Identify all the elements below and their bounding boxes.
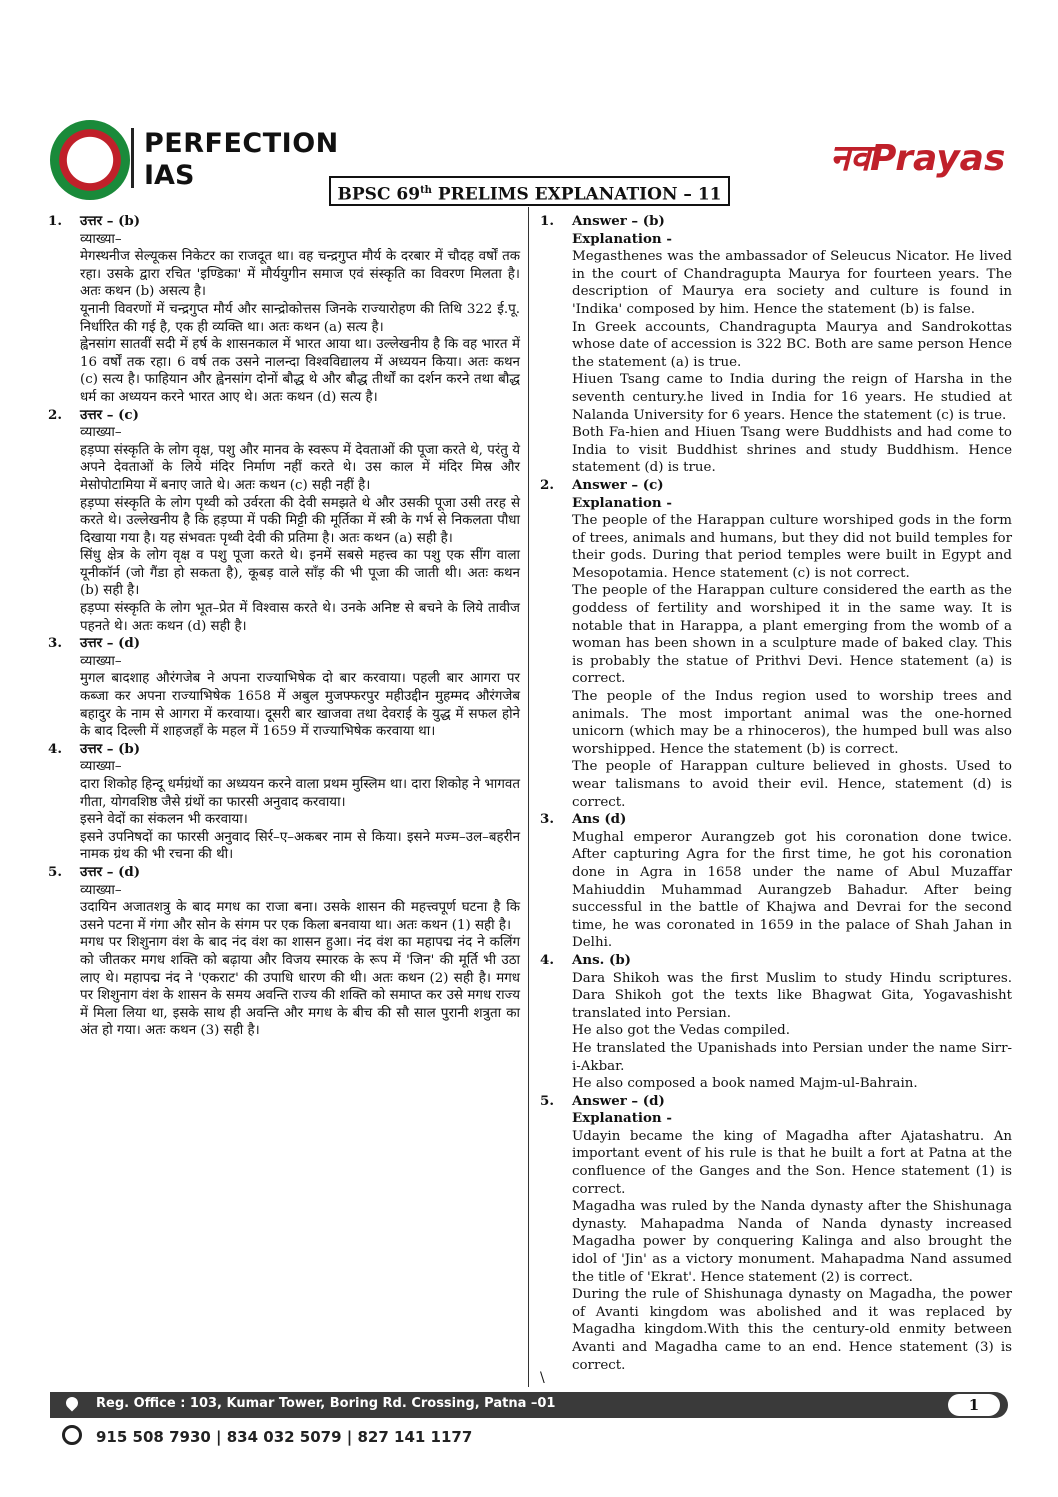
stray-mark: \ xyxy=(540,1370,545,1386)
logo-part-prayas: Prayas xyxy=(870,138,1006,179)
question-block xyxy=(540,477,1012,811)
brand-name-line1: PERFECTION xyxy=(144,128,339,159)
explanation-paragraph: ह्वेनसांग सातवीं सदी में हर्ष के शासनकाल में भारत आया था। उल्लेखनीय है कि वह भारत में 16 वर्षों तक रहा। 6 वर्ष तक उसने नालन्दा विश्वविद्यालय में अध्ययन किया। अतः कथन (c) सत्य है। फाहियान और ह्वेनसांग दोनों बौद्ध थे और बौद्ध तीर्थों का दर्शन करने तथा बौद्ध धर्म का अध्ययन करने भारत आए थे। अतः कथन (d) सत्य है। xyxy=(80,337,520,405)
question-explanation xyxy=(572,477,1012,811)
explanation-paragraph: He translated the Upanishads into Persian under the name Sirr-i-Akbar. xyxy=(572,1040,1012,1074)
column-divider xyxy=(528,207,529,1387)
brand-name-line2: IAS xyxy=(144,160,195,191)
explanation-label: व्याख्या– xyxy=(80,759,122,775)
explanation-label: व्याख्या– xyxy=(80,425,122,441)
question-explanation xyxy=(80,407,520,636)
question-number: 5. xyxy=(48,863,62,880)
logo-divider xyxy=(131,128,134,188)
answer-line: उत्तर – (b) xyxy=(80,740,141,757)
explanation-paragraph: उदायिन अजातशत्रु के बाद मगध का राजा बना। उसके शासन की महत्त्वपूर्ण घटना है कि उसने पटना में गंगा और सोन के संगम पर एक किला बनवाया था। अतः कथन (1) सही है। xyxy=(80,900,520,933)
explanation-paragraph: Mughal emperor Aurangzeb got his coronation done twice. After capturing Agra for the first time, he got his coronation done in Agra in 1658 under the name of Abul Muzaffar Mahiuddin Muhammad Aurangzeb Bahadur. After being successful in the battle of Khajwa and Devrai for the second time, he was coronated in 1659 in the palace of Shah Jahan in Delhi. xyxy=(572,829,1012,951)
title-main: BPSC 69 xyxy=(337,184,421,205)
question-explanation xyxy=(80,635,520,741)
explanation-paragraph: The people of the Harappan culture worshiped gods in the form of trees, animals and humans, but they did not build temples for their gods. During that period temples were built in Egypt and Mesopotamia. Hence statement (c) is not correct. xyxy=(572,513,1012,581)
question-block xyxy=(540,811,1012,952)
explanation-paragraph: दारा शिकोह हिन्दू धर्मग्रंथों का अध्ययन करने वाला प्रथम मुस्लिम था। दारा शिकोह ने भागवत गीता, योगवशिष्ठ जैसे ग्रंथों का फारसी अनुवाद करवाया। xyxy=(80,777,520,810)
explanation-paragraph: The people of the Harappan culture considered the earth as the goddess of fertility and worshiped it in the same way. It is notable that in Harappa, a plant emerging from the womb of a woman has been shown in a sculpture made of baked clay. This is probably the statue of Prithvi Devi. Hence statement (a) is correct. xyxy=(572,583,1012,687)
page-header xyxy=(0,0,1058,210)
question-number: 3. xyxy=(540,811,554,828)
answer-line: Answer – (b) xyxy=(572,213,665,229)
question-number: 3. xyxy=(48,635,62,652)
question-explanation xyxy=(80,741,520,864)
phone-list: 915 508 7930 | 834 032 5079 | 827 141 1177 xyxy=(96,1428,473,1446)
question-block xyxy=(48,864,520,1040)
explanation-paragraph: यूनानी विवरणों में चन्द्रगुप्त मौर्य और सान्द्रोकोत्तस जिनके राज्यारोहण की तिथि 322 ई.पू. निर्धारित की गई है, एक ही व्यक्ति था। अतः कथन (a) सत्य है। xyxy=(80,301,520,335)
explanation-paragraph: He also got the Vedas compiled. xyxy=(572,1023,790,1039)
question-number: 4. xyxy=(48,740,62,757)
hindi-column xyxy=(48,213,520,1040)
question-explanation xyxy=(572,213,1012,477)
explanation-paragraph: सिंधु क्षेत्र के लोग वृक्ष व पशु पूजा करते थे। इनमें सबसे महत्त्व का पशु एक सींग वाला यूनीकॉर्न (जो गैंडा हो सकता है), कूबड़ वाले साँड़ की भी पूजा की जाती थी। अतः कथन (b) सही है। xyxy=(80,548,520,599)
question-block xyxy=(48,407,520,636)
navprayas-logo xyxy=(830,132,1005,181)
page-number: 1 xyxy=(948,1394,1000,1416)
phone-numbers xyxy=(62,1425,472,1446)
answer-line: उत्तर – (b) xyxy=(80,213,141,229)
question-explanation xyxy=(80,213,520,407)
explanation-paragraph: Megasthenes was the ambassador of Seleucus Nicator. He lived in the court of Chandragupta Maurya for fourteen years. The description of Maurya era society and culture is found in 'Indika' composed by him. Hence the statement (b) is false. xyxy=(572,249,1012,317)
explanation-label: Explanation - xyxy=(572,1110,672,1127)
explanation-paragraph: The people of Harappan culture believed in ghosts. Used to wear talismans to avoid their evil. Hence, statement (d) is correct. xyxy=(572,759,1012,810)
question-explanation xyxy=(572,1093,1012,1375)
explanation-paragraph: इसने उपनिषदों का फारसी अनुवाद सिर्र–ए–अकबर नाम से किया। इसने मज्म–उल–बहरीन नामक ग्रंथ की भी रचना की थी। xyxy=(80,829,520,863)
footer-bar xyxy=(50,1392,1008,1418)
answer-line: Answer – (c) xyxy=(572,476,664,493)
phone-icon xyxy=(62,1425,82,1445)
question-block xyxy=(48,635,520,741)
explanation-paragraph: हड़प्पा संस्कृति के लोग पृथ्वी को उर्वरता की देवी समझते थे और उसकी पूजा उसी तरह से करते थे। उल्लेखनीय है कि हड़प्पा में पकी मिट्टी की मूर्तिका में स्त्री के गर्भ से निकलता पौधा दिखाया गया है। यह संभवतः पृथ्वी देवी की प्रतिमा है। अतः कथन (a) सही है। xyxy=(80,495,520,546)
explanation-paragraph: He also composed a book named Majm-ul-Bahrain. xyxy=(572,1076,918,1092)
title-rest: PRELIMS EXPLANATION – 11 xyxy=(431,184,722,205)
explanation-paragraph: The people of the Indus region used to worship trees and animals. The most important animal was the one-horned unicorn (which may be a rhinoceros), the humped bull was also worshipped. Hence the statement (b) is correct. xyxy=(572,689,1012,757)
question-number: 1. xyxy=(48,213,62,229)
page-title xyxy=(329,176,730,206)
question-block xyxy=(48,213,520,407)
explanation-paragraph: Udayin became the king of Magadha after Ajatashatru. An important event of his rule is that he built a fort at Patna at the confluence of the Ganges and the Son. Hence statement (1) is correct. xyxy=(572,1128,1012,1197)
location-pin-icon xyxy=(64,1395,81,1412)
explanation-paragraph: Magadha was ruled by the Nanda dynasty after the Shishunaga dynasty. Mahapadma Nanda of Nanda dynasty increased Magadha power by conquering Kalinga and also brought the idol of 'Jin' as a victory monument. Mahapadma Nand assumed the title of 'Ekrat'. Hence statement (2) is correct. xyxy=(572,1199,1012,1285)
explanation-paragraph: मुगल बादशाह औरंगजेब ने अपना राज्याभिषेक दो बार करवाया। पहली बार आगरा पर कब्जा कर अपना राज्याभिषेक 1658 में अबुल मुजफ्फरपुर महीउद्दीन मुहम्मद औरंगजेब बहादुर के नाम से आगरा में करवाया। दूसरी बार खाजवा तथा देवराई के युद्ध में सफल होने के बाद दिल्ली में शाहजहाँ के महल में 1659 में राज्याभिषेक करवाया था। xyxy=(80,671,520,740)
answer-line: उत्तर – (d) xyxy=(80,863,141,880)
answer-line: Ans. (b) xyxy=(572,951,632,968)
question-block xyxy=(48,741,520,864)
question-explanation xyxy=(80,864,520,1040)
explanation-paragraph: हड़प्पा संस्कृति के लोग भूत–प्रेत में विश्वास करते थे। उनके अनिष्ट से बचने के लिये तावीज पहनते थे। अतः कथन (d) सही है। xyxy=(80,601,520,634)
title-sup: th xyxy=(420,185,432,196)
question-number: 4. xyxy=(540,951,554,968)
office-address: Reg. Office : 103, Kumar Tower, Boring Rd. Crossing, Patna –01 xyxy=(96,1396,556,1411)
perfection-ias-emblem xyxy=(50,120,130,200)
question-number: 5. xyxy=(540,1092,554,1109)
answer-line: उत्तर – (d) xyxy=(80,635,141,652)
logo-part-nav: नव xyxy=(830,138,870,179)
explanation-label: व्याख्या– xyxy=(80,653,122,669)
explanation-paragraph: इसने वेदों का संकलन भी करवाया। xyxy=(80,812,248,828)
explanation-paragraph: During the rule of Shishunaga dynasty on Magadha, the power of Avanti kingdom was abolished and it was replaced by Magadha kingdom.With this the century-old enmity between Avanti and Magadha came to an end. Hence statement (3) is correct. xyxy=(572,1287,1012,1373)
explanation-paragraph: Dara Shikoh was the first Muslim to study Hindu scriptures. Dara Shikoh got the texts like Bhagwat Gita, Yogavashisht translated into Persian. xyxy=(572,970,1012,1021)
explanation-label: Explanation - xyxy=(572,494,672,511)
english-column xyxy=(540,213,1012,1374)
explanation-paragraph: मगध पर शिशुनाग वंश के बाद नंद वंश का शासन हुआ। नंद वंश का महापद्म नंद ने कलिंग को जीतकर मगध शक्ति को बढ़ाया और विजय स्मारक के रूप में 'जिन' की मूर्ति भी उठा लाए थे। महापद्म नंद ने 'एकराट' की उपाधि धारण की थी। अतः कथन (2) सही है। मगध पर शिशुनाग वंश के शासन के समय अवन्ति राज्य की शक्ति को समाप्त कर उसे मगध राज्य में मिला लिया था, इसके साथ ही अवन्ति और मगध के बीच की सौ साल पुरानी शत्रुता का अंत हो गया। अतः कथन (3) सही है। xyxy=(80,935,520,1039)
explanation-label: व्याख्या– xyxy=(80,882,122,898)
question-block xyxy=(540,952,1012,1093)
explanation-label: व्याख्या– xyxy=(80,231,122,247)
explanation-paragraph: मेगस्थनीज सेल्यूकस निकेटर का राजदूत था। वह चन्द्रगुप्त मौर्य के दरबार में चौदह वर्षों तक रहा। उसके द्वारा रचित 'इण्डिका' में मौर्ययुगीन समाज एवं संस्कृति का विवरण मिलता है। अतः कथन (b) असत्य है। xyxy=(80,249,520,300)
question-block xyxy=(540,213,1012,477)
explanation-label: Explanation - xyxy=(572,230,672,247)
question-block xyxy=(540,1093,1012,1375)
explanation-paragraph: Both Fa-hien and Hiuen Tsang were Buddhists and had come to India to visit Buddhist shrines and study Buddhism. Hence statement (d) is true. xyxy=(572,425,1012,476)
question-explanation xyxy=(572,811,1012,952)
question-number: 2. xyxy=(48,406,62,423)
explanation-paragraph: Hiuen Tsang came to India during the reign of Harsha in the seventh century.he lived in India for 16 years. He studied at Nalanda University for 6 years. Hence the statement (c) is true. xyxy=(572,372,1012,423)
question-number: 1. xyxy=(540,213,554,229)
question-number: 2. xyxy=(540,476,554,493)
answer-line: उत्तर – (c) xyxy=(80,406,139,423)
answer-line: Ans (d) xyxy=(572,811,627,828)
answer-line: Answer – (d) xyxy=(572,1092,665,1109)
question-explanation xyxy=(572,952,1012,1093)
explanation-paragraph: हड़प्पा संस्कृति के लोग वृक्ष, पशु और मानव के स्वरूप में देवताओं की पूजा करते थे, परंतु ये अपने देवताओं के लिये मंदिर निर्माण नहीं करते थे। उस काल में मंदिर मिस्र और मेसोपोटामिया में बनाए जाते थे। अतः कथन (c) सही नहीं है। xyxy=(80,442,520,493)
explanation-paragraph: In Greek accounts, Chandragupta Maurya and Sandrokottas whose date of accession is 322 BC. Both are same person Hence the statement (a) is true. xyxy=(572,319,1012,370)
